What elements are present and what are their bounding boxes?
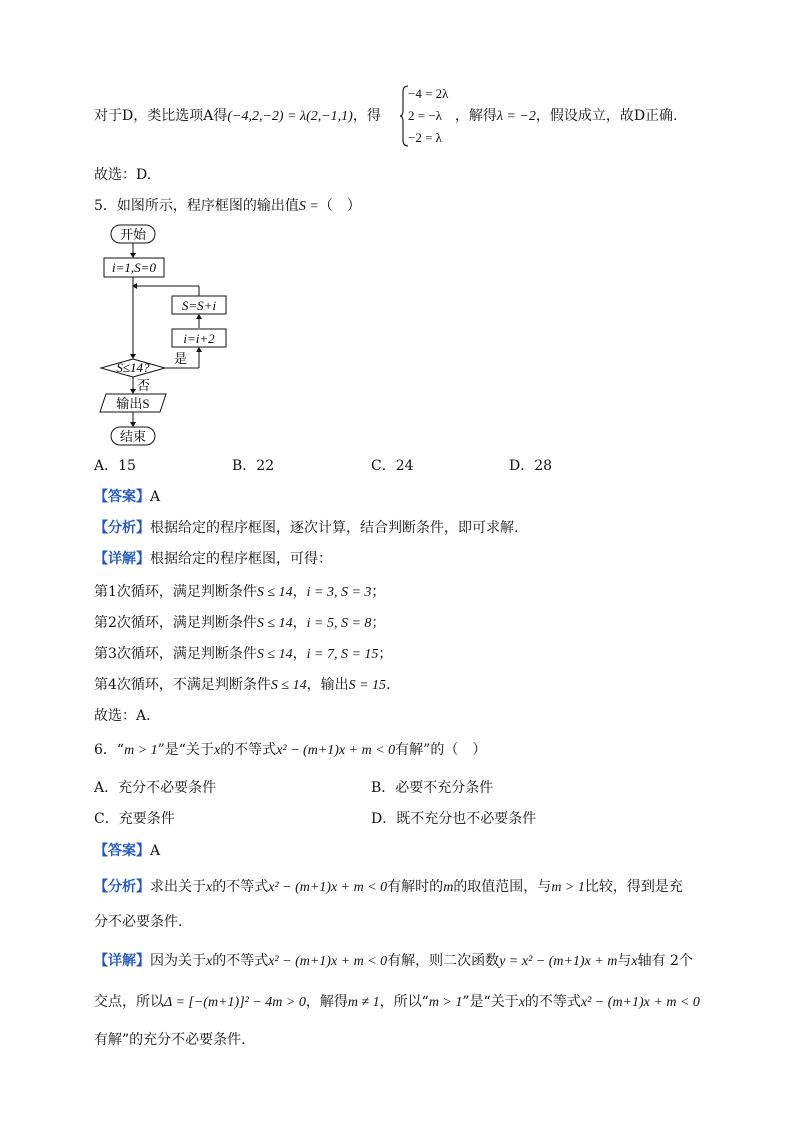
equation-system [400, 84, 470, 148]
flow-no-label: 否 [137, 378, 151, 393]
q5-choose: 故选：A. [94, 708, 151, 724]
flow-end-label: 结束 [119, 429, 147, 444]
lambda-value: λ = −2 [496, 109, 536, 124]
flow-start-label: 开始 [119, 227, 147, 242]
q6-option-c: C．充要条件 [94, 811, 175, 827]
q6-option-a: A．充分不必要条件 [94, 780, 217, 796]
flow-output-label: 输出S [116, 396, 150, 411]
system-eq-3: −2 = λ [408, 130, 442, 145]
vector-equation: (−4,2,−2) = λ(2,−1,1) [227, 109, 353, 124]
choose-d: 故选：D. [94, 167, 152, 183]
q6-analysis-line-2: 分不必要条件. [94, 914, 183, 930]
q6-answer: 【答案】A [94, 843, 161, 859]
system-eq-1: −4 = 2λ [408, 86, 449, 101]
q5-loop-2: 第2次循环，满足判断条件S ≤ 14，i = 5, S = 8； [94, 615, 386, 631]
q5-answer: 【答案】A [94, 489, 161, 505]
q5-loop-3: 第3次循环，满足判断条件S ≤ 14，i = 7, S = 15； [94, 646, 393, 662]
q6-option-b: B．必要不充分条件 [371, 780, 494, 796]
question-6-stem: 6．“m > 1”是“关于x的不等式x² − (m+1)x + m < 0有解”的（ ） [94, 742, 487, 758]
q5-option-a: A．15 [94, 458, 136, 474]
q5-option-d: D．28 [509, 458, 553, 474]
flow-update-s-label: S=S+i [181, 298, 217, 313]
q6-analysis: 【分析】求出关于x的不等式x² − (m+1)x + m < 0有解时的m的取值范围，与m > 1比较，得到是充 [94, 879, 683, 895]
system-eq-2: 2 = −λ [408, 108, 442, 123]
option-d-explanation: 对于D，类比选项A得(−4,2,−2) = λ(2,−1,1)，得 ，解得λ = −2，假设成立，故D正确. [94, 108, 678, 124]
q5-detail: 【详解】根据给定的程序框图，可得： [94, 551, 332, 567]
question-5-stem: 5．如图所示，程序框图的输出值S =（ ） [94, 198, 361, 214]
q5-option-b: B．22 [232, 458, 275, 474]
q5-option-c: C．24 [371, 458, 414, 474]
flow-yes-label: 是 [174, 351, 188, 366]
q6-detail-line-2: 交点，所以Δ = [−(m+1)]² − 4m > 0，解得m ≠ 1，所以“m > 1”是“关于x的不等式x² − (m+1)x + m < 0 [94, 994, 700, 1010]
q5-loop-4: 第4次循环，不满足判断条件S ≤ 14，输出S = 15. [94, 677, 391, 693]
flow-condition-label: S≤14? [116, 360, 150, 375]
flow-update-i-label: i=i+2 [183, 331, 215, 346]
flow-init-label: i=1,S=0 [112, 260, 156, 275]
q5-loop-1: 第1次循环，满足判断条件S ≤ 14，i = 3, S = 3； [94, 584, 386, 600]
flowchart [94, 224, 217, 450]
q6-detail: 【详解】因为关于x的不等式x² − (m+1)x + m < 0有解，则二次函数y = x² − (m+1)x + m与x轴有 2个 [94, 953, 693, 969]
q6-option-d: D．既不充分也不必要条件 [371, 811, 537, 827]
q5-analysis: 【分析】根据给定的程序框图，逐次计算，结合判断条件，即可求解. [94, 520, 519, 536]
q6-detail-line-3: 有解”的充分不必要条件. [94, 1032, 246, 1048]
